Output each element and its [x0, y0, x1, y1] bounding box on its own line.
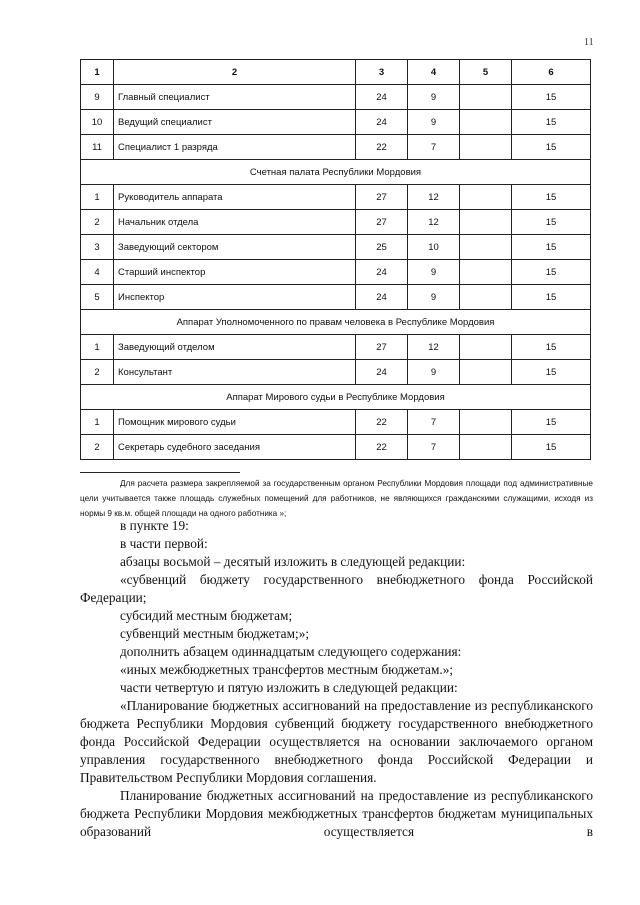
table-cell: 4	[81, 260, 114, 285]
table-body	[81, 60, 591, 460]
table-row	[81, 360, 591, 385]
table-header-row	[81, 60, 591, 85]
table-row	[81, 135, 591, 160]
table-cell: 12	[408, 210, 460, 235]
table-cell: 15	[512, 85, 591, 110]
table-cell: 15	[512, 135, 591, 160]
table-cell: Главный специалист	[114, 85, 356, 110]
paragraph: «Планирование бюджетных ассигнований на предоставление из республиканского бюджета Республики Мордовия субвенций бюджету государственного внебюджетного фонда Российской Федерации осуществляется на основании заключаемого органом управления государственного внебюджетного фонда Российской Федерации и Правительством Республики Мордовия соглашения.	[80, 698, 593, 785]
table-row	[81, 410, 591, 435]
table-cell: 15	[512, 185, 591, 210]
table-cell	[460, 360, 512, 385]
page-number: 11	[584, 37, 594, 48]
header-cell: 1	[81, 60, 114, 85]
table-cell	[460, 110, 512, 135]
table-row	[81, 285, 591, 310]
table-cell: Начальник отдела	[114, 210, 356, 235]
section-title: Аппарат Мирового судьи в Республике Мордовия	[81, 385, 591, 410]
header-cell: 4	[408, 60, 460, 85]
table-row	[81, 260, 591, 285]
table-cell: 9	[408, 360, 460, 385]
table-cell: 22	[356, 410, 408, 435]
paragraph: «субвенций бюджету государственного внебюджетного фонда Российской Федерации;	[80, 572, 593, 605]
table-cell: 15	[512, 285, 591, 310]
table-cell: Ведущий специалист	[114, 110, 356, 135]
paragraph: субвенций местным бюджетам;»;	[120, 626, 310, 641]
table-cell: 9	[81, 85, 114, 110]
table-row	[81, 185, 591, 210]
footnote: Для расчета размера закрепляемой за государственным органом Республики Мордовия площади под административные цели учитывается также площадь служебных помещений для работников, не являющихся гражданскими служащими, исходя из нормы 9 кв.м. общей площади на одного работника »;	[80, 479, 593, 518]
table-cell	[460, 335, 512, 360]
paragraph: в части первой:	[120, 536, 208, 551]
table-cell: 25	[356, 235, 408, 260]
table-cell: 3	[81, 235, 114, 260]
table-cell: 9	[408, 260, 460, 285]
table-cell: 9	[408, 285, 460, 310]
table-cell: 15	[512, 210, 591, 235]
table-cell	[460, 435, 512, 460]
table-cell: 5	[81, 285, 114, 310]
table-cell: 15	[512, 410, 591, 435]
table-cell: Старший инспектор	[114, 260, 356, 285]
table-cell: 15	[512, 435, 591, 460]
section-row	[81, 385, 591, 410]
table-cell: 15	[512, 335, 591, 360]
section-title: Аппарат Уполномоченного по правам человека в Республике Мордовия	[81, 310, 591, 335]
table-cell: 1	[81, 185, 114, 210]
table-row	[81, 235, 591, 260]
table-cell: 7	[408, 135, 460, 160]
table-cell: Секретарь судебного заседания	[114, 435, 356, 460]
table-cell: 10	[81, 110, 114, 135]
table-cell: 7	[408, 410, 460, 435]
table-cell: Консультант	[114, 360, 356, 385]
table-cell: Инспектор	[114, 285, 356, 310]
section-row	[81, 310, 591, 335]
header-cell: 2	[114, 60, 356, 85]
table-cell: 22	[356, 435, 408, 460]
table-cell: 27	[356, 210, 408, 235]
table-cell: 22	[356, 135, 408, 160]
section-row	[81, 160, 591, 185]
table-cell	[460, 135, 512, 160]
section-title: Счетная палата Республики Мордовия	[81, 160, 591, 185]
paragraph: «иных межбюджетных трансфертов местным бюджетам.»;	[120, 662, 454, 677]
paragraph: субсидий местным бюджетам;	[120, 608, 293, 623]
table-cell: 24	[356, 85, 408, 110]
table-cell: 27	[356, 335, 408, 360]
table-cell: 15	[512, 360, 591, 385]
table-cell	[460, 185, 512, 210]
table-cell: Заведующий сектором	[114, 235, 356, 260]
table-cell: 1	[81, 410, 114, 435]
body-text	[80, 517, 593, 841]
table-cell: 2	[81, 435, 114, 460]
paragraph: части четвертую и пятую изложить в следующей редакции:	[120, 680, 458, 695]
table-cell: Специалист 1 разряда	[114, 135, 356, 160]
table-cell: 12	[408, 335, 460, 360]
table-row	[81, 335, 591, 360]
table-cell	[460, 210, 512, 235]
table-cell: 24	[356, 260, 408, 285]
table-row	[81, 210, 591, 235]
table-cell: 2	[81, 210, 114, 235]
table-cell: 15	[512, 260, 591, 285]
header-cell: 5	[460, 60, 512, 85]
table-cell: 27	[356, 185, 408, 210]
table-cell: 11	[81, 135, 114, 160]
table-row	[81, 435, 591, 460]
paragraph: дополнить абзацем одиннадцатым следующего содержания:	[120, 644, 462, 659]
table-cell: 12	[408, 185, 460, 210]
table-cell: 9	[408, 110, 460, 135]
table-cell	[460, 285, 512, 310]
table-row	[81, 110, 591, 135]
table-row	[81, 85, 591, 110]
paragraph: в пункте 19:	[120, 518, 189, 533]
table-cell: 24	[356, 285, 408, 310]
table-cell	[460, 410, 512, 435]
table-cell: 9	[408, 85, 460, 110]
header-cell: 3	[356, 60, 408, 85]
table-cell: 24	[356, 110, 408, 135]
table-cell: 1	[81, 335, 114, 360]
staff-norms-table	[80, 59, 591, 460]
table-cell: 15	[512, 110, 591, 135]
footnote-rule	[80, 472, 240, 473]
table-cell: Помощник мирового судьи	[114, 410, 356, 435]
table-cell	[460, 260, 512, 285]
table-cell: 7	[408, 435, 460, 460]
paragraph: Планирование бюджетных ассигнований на предоставление из республиканского бюджета Республики Мордовия межбюджетных трансфертов бюджетам муниципальных образований осуществляется в	[80, 788, 593, 839]
paragraph: абзацы восьмой – десятый изложить в следующей редакции:	[120, 554, 466, 569]
table-cell	[460, 235, 512, 260]
table-cell: Руководитель аппарата	[114, 185, 356, 210]
table-cell: 10	[408, 235, 460, 260]
table-cell	[460, 85, 512, 110]
table-cell: 24	[356, 360, 408, 385]
table-cell: Заведующий отделом	[114, 335, 356, 360]
table-cell: 15	[512, 235, 591, 260]
header-cell: 6	[512, 60, 591, 85]
table-cell: 2	[81, 360, 114, 385]
